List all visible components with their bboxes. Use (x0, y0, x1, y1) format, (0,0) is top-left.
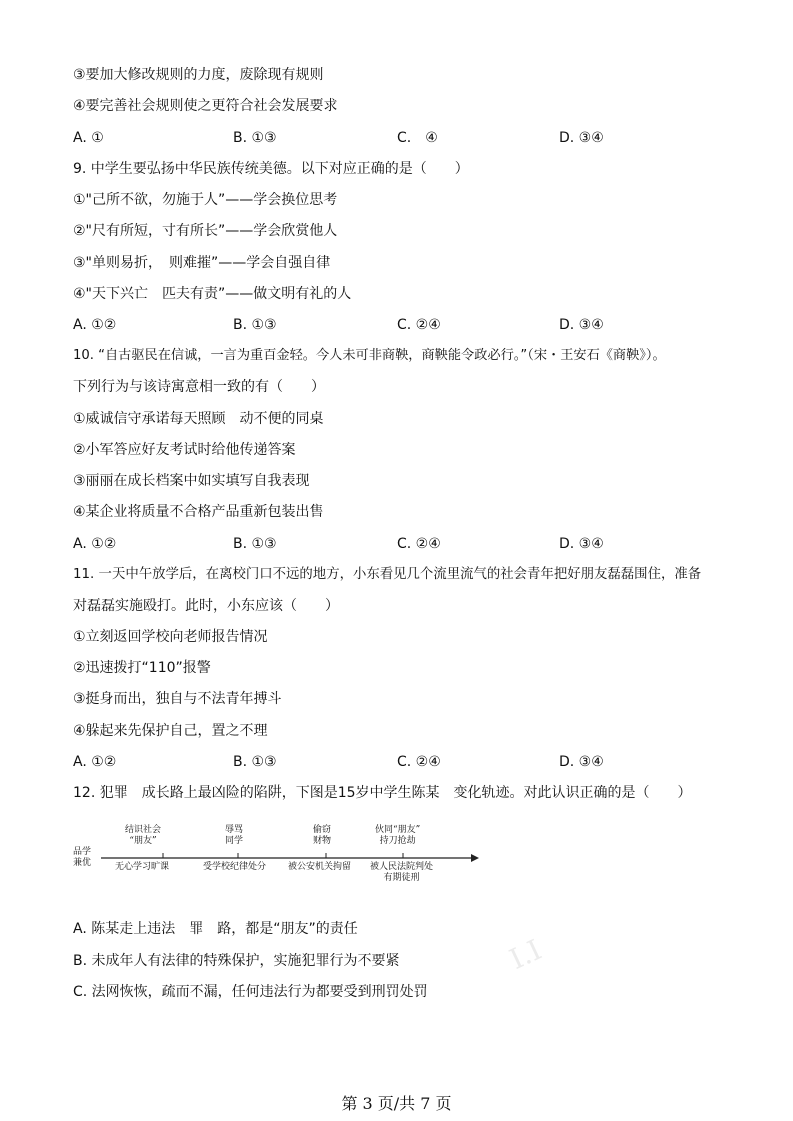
timeline-result-4: 被人民法院判处 有期徒刑 (370, 862, 434, 883)
q10-stem: 10. “自古驱民在信诚，一言为重百金轻。今人未可非商鞅，商鞅能令政必行。”（宋・王安石《商鞅》）。 (73, 348, 666, 363)
q11-choice-b[interactable]: B. ①③ (233, 754, 277, 770)
q10-choice-c[interactable]: C. ②④ (397, 536, 441, 552)
q11-item-2: ②迅速拨打“110”报警 (73, 660, 211, 676)
q9-choices (73, 316, 713, 334)
timeline-event-3: 偷窃 财物 (313, 825, 332, 846)
q12-choice-a[interactable]: A. 陈某走上违法 罪 路，都是“朋友”的责任 (73, 921, 358, 937)
q9-item-3: ③"单则易折， 则难摧”——学会自强自律 (73, 255, 331, 271)
q11-item-1: ①立刻返回学校向老师报告情况 (73, 629, 268, 645)
q10-item-4: ④某企业将质量不合格产品重新包装出售 (73, 504, 324, 520)
q11-choice-c[interactable]: C. ②④ (397, 754, 441, 770)
timeline-event-2: 辱骂 同学 (225, 825, 244, 846)
q9-item-1: ①"己所不欲，勿施于人”——学会换位思考 (73, 192, 338, 208)
q9-choice-d[interactable]: D. ③④ (559, 317, 604, 333)
q10-choice-b[interactable]: B. ①③ (233, 536, 277, 552)
q11-item-3: ③挺身而出，独自与不法青年搏斗 (73, 691, 282, 707)
q9-choice-a[interactable]: A. ①② (73, 317, 117, 333)
timeline-result-1: 无心学习旷课 (115, 862, 170, 872)
q9-choice-b[interactable]: B. ①③ (233, 317, 277, 333)
q11-choices (73, 753, 713, 771)
q10-choice-a[interactable]: A. ①② (73, 536, 117, 552)
growth-timeline-figure (73, 822, 483, 887)
q8-choice-d[interactable]: D. ③④ (559, 130, 604, 146)
timeline-event-4: 伙同“朋友” 持刀抢劫 (375, 825, 421, 846)
q12-choice-b[interactable]: B. 未成年人有法律的特殊保护，实施犯罪行为不要紧 (73, 953, 400, 969)
q11-choice-d[interactable]: D. ③④ (559, 754, 604, 770)
q11-choice-a[interactable]: A. ①② (73, 754, 117, 770)
q8-option-4: ④要完善社会规则使之更符合社会发展要求 (73, 98, 338, 114)
q10-item-1: ①威诚信守承诺每天照顾 动不便的同桌 (73, 411, 324, 427)
q8-choices (73, 129, 713, 147)
q8-choice-b[interactable]: B. ①③ (233, 130, 277, 146)
watermark: I.I (504, 932, 547, 977)
q9-choice-c[interactable]: C. ②④ (397, 317, 441, 333)
q10-stem-2: 下列行为与该诗寓意相一致的有（ ） (73, 379, 325, 395)
q11-stem: 11. 一天中午放学后，在离校门口不远的地方，小东看见几个流里流气的社会青年把好朋友磊磊围住，准备 (73, 567, 702, 582)
timeline-result-2: 受学校纪律处分 (203, 862, 267, 872)
q8-choice-a[interactable]: A. ① (73, 130, 104, 146)
q12-stem: 12. 犯罪 成长路上最凶险的陷阱，下图是15岁中学生陈某 变化轨迹。对此认识正确的是（ ） (73, 785, 692, 801)
q10-item-2: ②小军答应好友考试时给他传递答案 (73, 442, 296, 458)
q8-option-3: ③要加大修改规则的力度，废除现有规则 (73, 67, 324, 83)
q9-item-4: ④"天下兴亡 匹夫有责”——做文明有礼的人 (73, 286, 352, 302)
q10-choice-d[interactable]: D. ③④ (559, 536, 604, 552)
timeline-result-3: 被公安机关拘留 (288, 862, 352, 872)
q10-choices (73, 535, 713, 553)
q10-item-3: ③丽丽在成长档案中如实填写自我表现 (73, 473, 310, 489)
q11-stem-2: 对磊磊实施殴打。此时，小东应该（ ） (73, 598, 339, 614)
timeline-event-1: 结识社会 “朋友” (125, 825, 162, 846)
q9-stem: 9. 中学生要弘扬中华民族传统美德。以下对应正确的是（ ） (73, 161, 469, 177)
q9-item-2: ②"尺有所短，寸有所长”——学会欣赏他人 (73, 223, 338, 239)
q8-choice-c[interactable]: C. ④ (397, 130, 438, 146)
q11-item-4: ④躲起来先保护自己，置之不理 (73, 723, 268, 739)
timeline-start-label: 品学 兼优 (73, 847, 92, 868)
page-footer: 第 3 页/共 7 页 (341, 1094, 452, 1113)
q12-choice-c[interactable]: C. 法网恢恢，疏而不漏，任何违法行为都要受到刑罚处罚 (73, 984, 428, 1000)
